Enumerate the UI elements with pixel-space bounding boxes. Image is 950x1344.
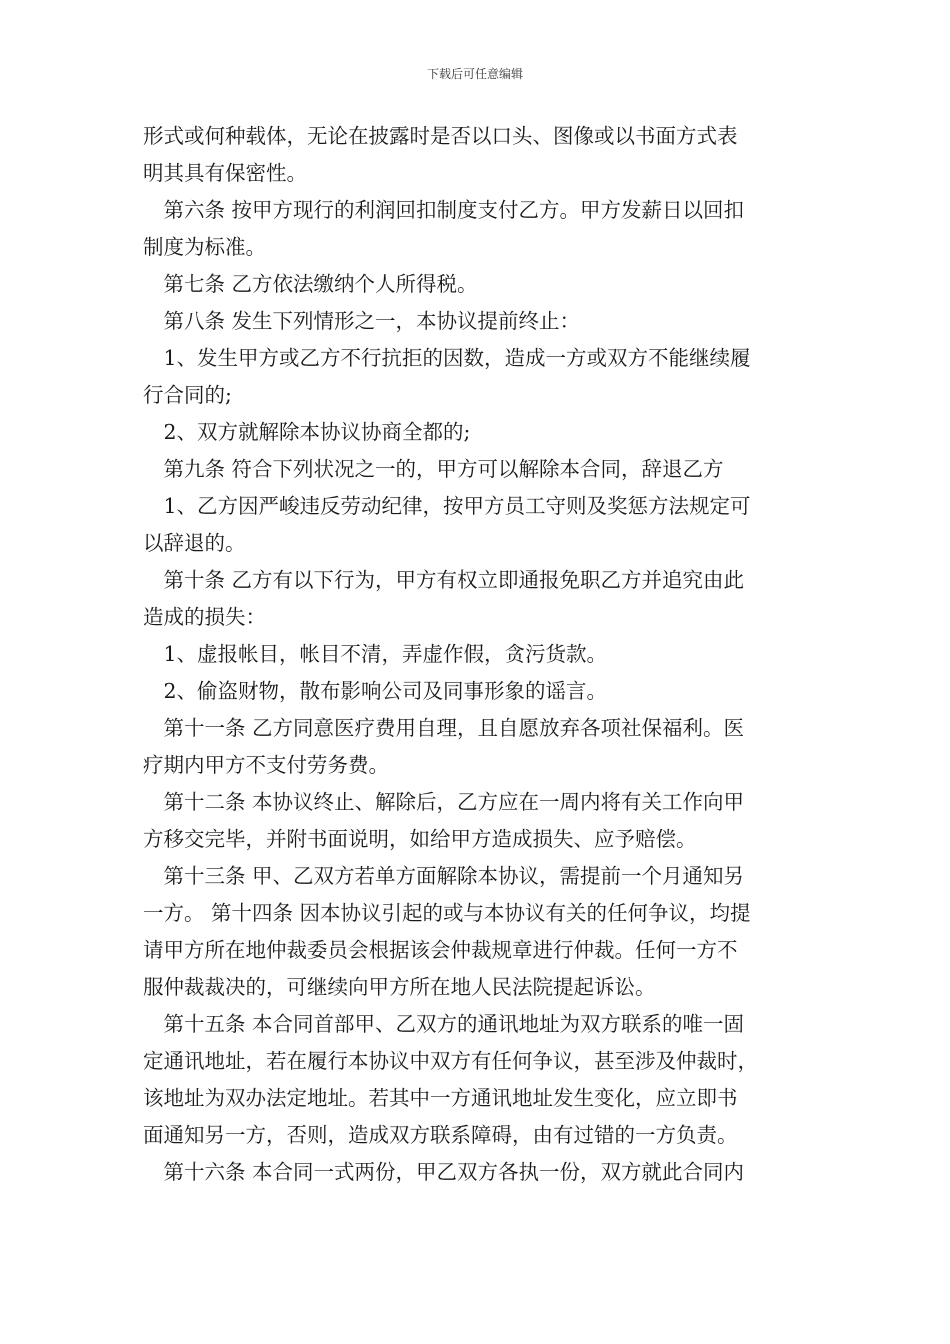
paragraph	[143, 303, 808, 340]
paragraph	[143, 192, 808, 266]
text-line: 制度为标准。	[143, 235, 266, 259]
paragraph	[143, 562, 808, 636]
text-line: 第十一条 乙方同意医疗费用自理，且自愿放弃各项社保福利。医	[143, 716, 745, 740]
paragraph	[143, 1154, 808, 1191]
text-line: 造成的损失：	[143, 605, 266, 629]
text-line: 以辞退的。	[143, 531, 246, 555]
text-line: 第八条 发生下列情形之一，本协议提前终止：	[143, 309, 581, 333]
text-line: 1、虚报帐目，帐目不清，弄虚作假，贪污货款。	[143, 642, 608, 666]
text-line: 第十六条 本合同一式两份，甲乙双方各执一份，双方就此合同内	[143, 1160, 745, 1184]
paragraph	[143, 118, 808, 192]
text-line: 明其具有保密性。	[143, 161, 307, 185]
text-line: 第六条 按甲方现行的利润回扣制度支付乙方。甲方发薪日以回扣	[143, 198, 745, 222]
paragraph	[143, 784, 808, 858]
text-line: 第七条 乙方依法缴纳个人所得税。	[143, 272, 478, 296]
document-body	[143, 118, 808, 1191]
text-line: 第九条 符合下列状况之一的，甲方可以解除本合同，辞退乙方	[143, 457, 724, 481]
paragraph	[143, 636, 808, 673]
paragraph	[143, 1006, 808, 1154]
text-line: 第十二条 本协议终止、解除后，乙方应在一周内将有关工作向甲	[143, 790, 745, 814]
text-line: 1、乙方因严峻违反劳动纪律，按甲方员工守则及奖惩方法规定可	[143, 494, 751, 518]
paragraph	[143, 710, 808, 784]
text-line: 2、偷盗财物，散布影响公司及同事形象的谣言。	[143, 679, 608, 703]
text-line: 服仲裁裁决的，可继续向甲方所在地人民法院提起诉讼。	[143, 975, 656, 999]
paragraph	[143, 673, 808, 710]
paragraph	[143, 340, 808, 414]
text-line: 第十三条 甲、乙双方若单方面解除本协议，需提前一个月通知另	[143, 864, 745, 888]
paragraph	[143, 488, 808, 562]
text-line: 疗期内甲方不支付劳务费。	[143, 753, 389, 777]
paragraph	[143, 414, 808, 451]
text-line: 形式或何种载体，无论在披露时是否以口头、图像或以书面方式表	[143, 124, 738, 148]
text-line: 方移交完毕，并附书面说明，如给甲方造成损失、应予赔偿。	[143, 827, 697, 851]
header-text: 下载后可任意编辑	[426, 67, 523, 81]
page-header	[0, 66, 950, 82]
text-line: 定通讯地址，若在履行本协议中双方有任何争议，甚至涉及仲裁时，	[143, 1049, 758, 1073]
paragraph	[143, 266, 808, 303]
text-line: 第十条 乙方有以下行为，甲方有权立即通报免职乙方并追究由此	[143, 568, 745, 592]
text-line: 2、双方就解除本协议协商全都的;	[143, 420, 471, 444]
text-line: 1、发生甲方或乙方不行抗拒的因数，造成一方或双方不能继续履	[143, 346, 751, 370]
text-line: 该地址为双办法定地址。若其中一方通讯地址发生变化，应立即书	[143, 1086, 738, 1110]
text-line: 第十五条 本合同首部甲、乙双方的通讯地址为双方联系的唯一固	[143, 1012, 745, 1036]
text-line: 行合同的;	[143, 383, 232, 407]
paragraph	[143, 858, 808, 1006]
text-line: 一方。 第十四条 因本协议引起的或与本协议有关的任何争议，均提	[143, 901, 751, 925]
text-line: 请甲方所在地仲裁委员会根据该会仲裁规章进行仲裁。任何一方不	[143, 938, 738, 962]
text-line: 面通知另一方，否则，造成双方联系障碍，由有过错的一方负责。	[143, 1123, 738, 1147]
paragraph	[143, 451, 808, 488]
